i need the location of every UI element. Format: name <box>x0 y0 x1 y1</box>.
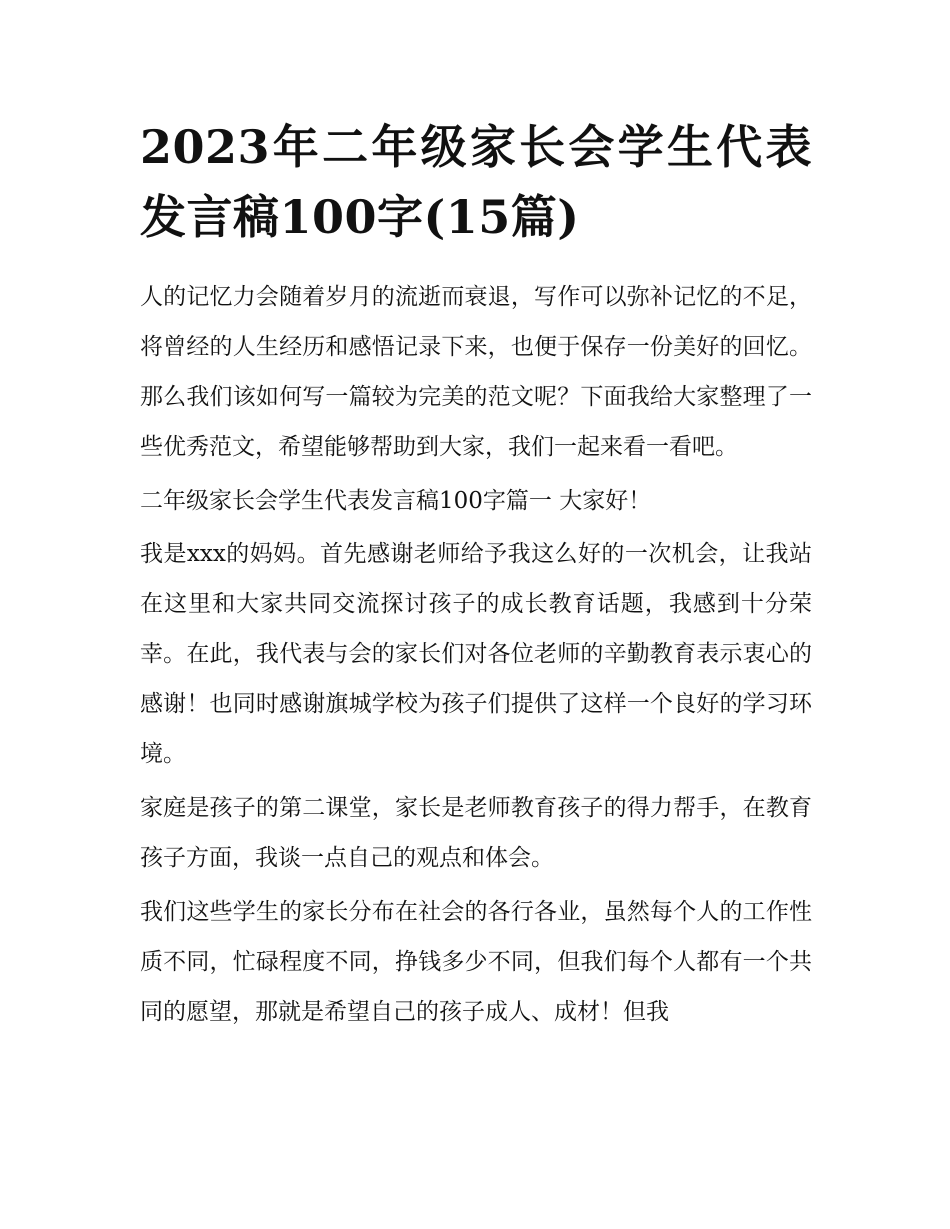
speech-paragraph-1: 我是xxx的妈妈。首先感谢老师给予我这么好的一次机会，让我站在这里和大家共同交流探讨孩子的成长教育话题，我感到十分荣幸。在此，我代表与会的家长们对各位老师的辛勤教育表示衷心的感谢！也同时感谢旗城学校为孩子们提供了这样一个良好的学习环境。 <box>140 541 812 767</box>
document-body <box>140 272 812 1037</box>
speech-paragraph-3: 我们这些学生的家长分布在社会的各行各业，虽然每个人的工作性质不同，忙碌程度不同，挣钱多少不同，但我们每个人都有一个共同的愿望，那就是希望自己的孩子成人、成材！但我 <box>140 899 812 1025</box>
document-title: 2023年二年级家长会学生代表发言稿100字(15篇) <box>140 120 812 244</box>
section-heading-paragraph: 二年级家长会学生代表发言稿100字篇一 大家好！ <box>140 488 652 514</box>
document-page <box>140 112 812 1041</box>
intro-paragraph: 人的记忆力会随着岁月的流逝而衰退，写作可以弥补记忆的不足，将曾经的人生经历和感悟记录下来，也便于保存一份美好的回忆。那么我们该如何写一篇较为完美的范文呢？下面我给大家整理了一些优秀范文，希望能够帮助到大家，我们一起来看一看吧。 <box>140 284 812 460</box>
speech-paragraph-2: 家庭是孩子的第二课堂，家长是老师教育孩子的得力帮手，在教育孩子方面，我谈一点自己的观点和体会。 <box>140 795 812 871</box>
